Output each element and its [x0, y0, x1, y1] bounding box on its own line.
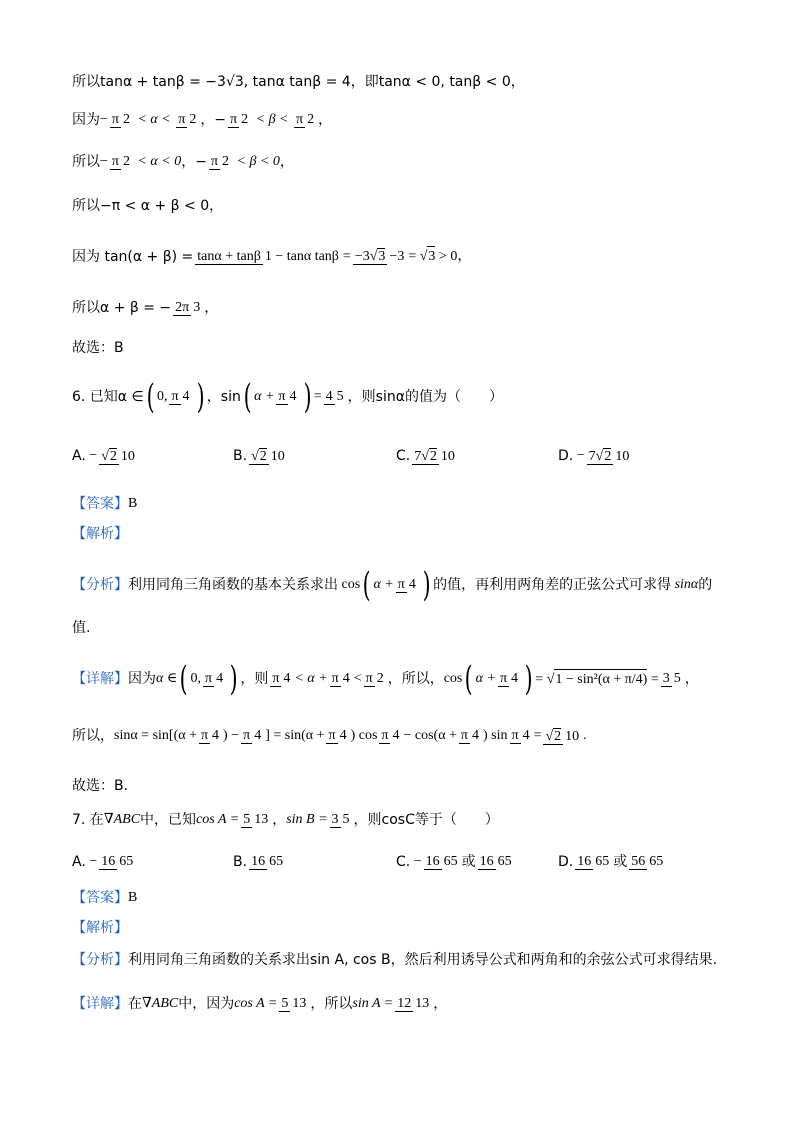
question-6-stem: 6. 已知α ∈ ( 0, π 4 ) ，sin ( α + π 4 ) = 4 5 ，则sinα的值为（ ）: [72, 377, 503, 417]
solution-line-7: [72, 338, 124, 358]
fraction: 7√2 10: [414, 448, 455, 464]
solution-line-4: [72, 196, 223, 216]
fraction: π 2: [178, 112, 197, 127]
fraction: π 2: [111, 112, 130, 127]
fraction: 7√2 10: [588, 448, 630, 464]
q6-answer: 【答案】 B: [72, 496, 138, 512]
fraction: √2 10: [251, 448, 285, 464]
fraction: π 2: [210, 154, 230, 169]
fraction: 2π 3: [175, 300, 201, 315]
q6-derivation: 所以， sinα = sin[(α + π 4 ) − π 4 ] = sin(α + π 4 ) cos π 4 − cos(α + π 4 ) sin π 4 = √2 10 .: [72, 728, 587, 744]
solution-line-5: 因为 tan(α + β) = tanα + tanβ 1 − tanα tanβ = −3√3 −3 = √3 > 0，: [72, 246, 471, 267]
q6-xiangjie: 【详解】 因为 α ∈ ( 0, π 4 ) ，则 π 4 < α + π 4 < π 2 ，所以， cos ( α + π 4 ) = √1 − sin²(α + π/4) = 3 5 ，: [72, 659, 699, 699]
q6-fenxi: 【分析】 利用同角三角函数的基本关系求出 cos ( α + π 4 ) 的值，再利用两角差的正弦公式可求得 sinα 的: [72, 565, 713, 605]
solution-line-1: [72, 72, 525, 92]
q7-option-a[interactable]: A. − 16 65: [72, 854, 134, 870]
fraction: √2 10: [101, 448, 135, 464]
fraction: π 2: [230, 112, 249, 127]
q6-option-c[interactable]: C. 7√2 10: [396, 448, 455, 464]
question-7-stem: 7. 在 ∇ABC 中，已知 cos A = 5 13 ， sin B = 3 5 ，则cosC等于（ ）: [72, 812, 499, 828]
q7-analysis-tag: 【解析】: [72, 920, 128, 936]
line-text: 故选：B: [72, 340, 124, 356]
q7-xiangjie: 【详解】 在 ∇ABC 中，因为 cos A = 5 13 ，所以 sin A = 12 13 ，: [72, 996, 448, 1012]
line-text: 所以α + β = −: [72, 300, 172, 316]
q6-choose: 故选：B.: [72, 778, 129, 794]
q7-answer: 【答案】 B: [72, 890, 138, 906]
q6-option-a[interactable]: A. − √2 10: [72, 448, 135, 464]
fraction: π 2: [296, 112, 315, 127]
fraction: π 4: [171, 389, 190, 404]
line-text: 所以: [72, 154, 100, 170]
fraction: π 2: [111, 154, 130, 169]
line-text: 因为 tan(α + β) =: [72, 248, 194, 265]
solution-line-6: 所以α + β = − 2π 3 ，: [72, 300, 219, 316]
fraction: tanα + tanβ 1 − tanα tanβ: [197, 248, 339, 264]
q6-analysis-tag: 【解析】: [72, 526, 128, 542]
solution-line-3: 所以 − π 2 < α < 0 ，− π 2 < β < 0 ，: [72, 154, 294, 170]
q6-option-b[interactable]: B. √2 10: [233, 448, 285, 464]
q7-option-b[interactable]: B. 16 65: [233, 854, 284, 870]
q6-option-d[interactable]: D. − 7√2 10: [558, 448, 630, 464]
solution-line-2: 因为 − π 2 < α < π 2 ，− π 2 < β < π 2 ，: [72, 112, 333, 128]
q7-fenxi: 【分析】 利用同角三角函数的关系求出sin A, cos B，然后利用诱导公式和两角和的余弦公式可求得结果.: [72, 952, 718, 968]
q7-option-c[interactable]: C. − 16 65 或 16 65: [396, 854, 512, 870]
fraction: 4 5: [325, 389, 344, 404]
line-text: 所以−π < α + β < 0，: [72, 198, 224, 214]
fraction: −3√3 −3: [354, 249, 405, 264]
q6-fenxi-tail: 值.: [72, 620, 91, 636]
fraction: π 4: [278, 389, 297, 404]
line-text: 因为: [72, 112, 100, 128]
line-text: 所以tanα + tanβ = −3√3, tanα tanβ = 4，即tanα < 0, tanβ < 0，: [72, 74, 525, 90]
q7-option-d[interactable]: D. 16 65 或 56 65: [558, 854, 664, 870]
fraction: π 4: [397, 577, 416, 592]
